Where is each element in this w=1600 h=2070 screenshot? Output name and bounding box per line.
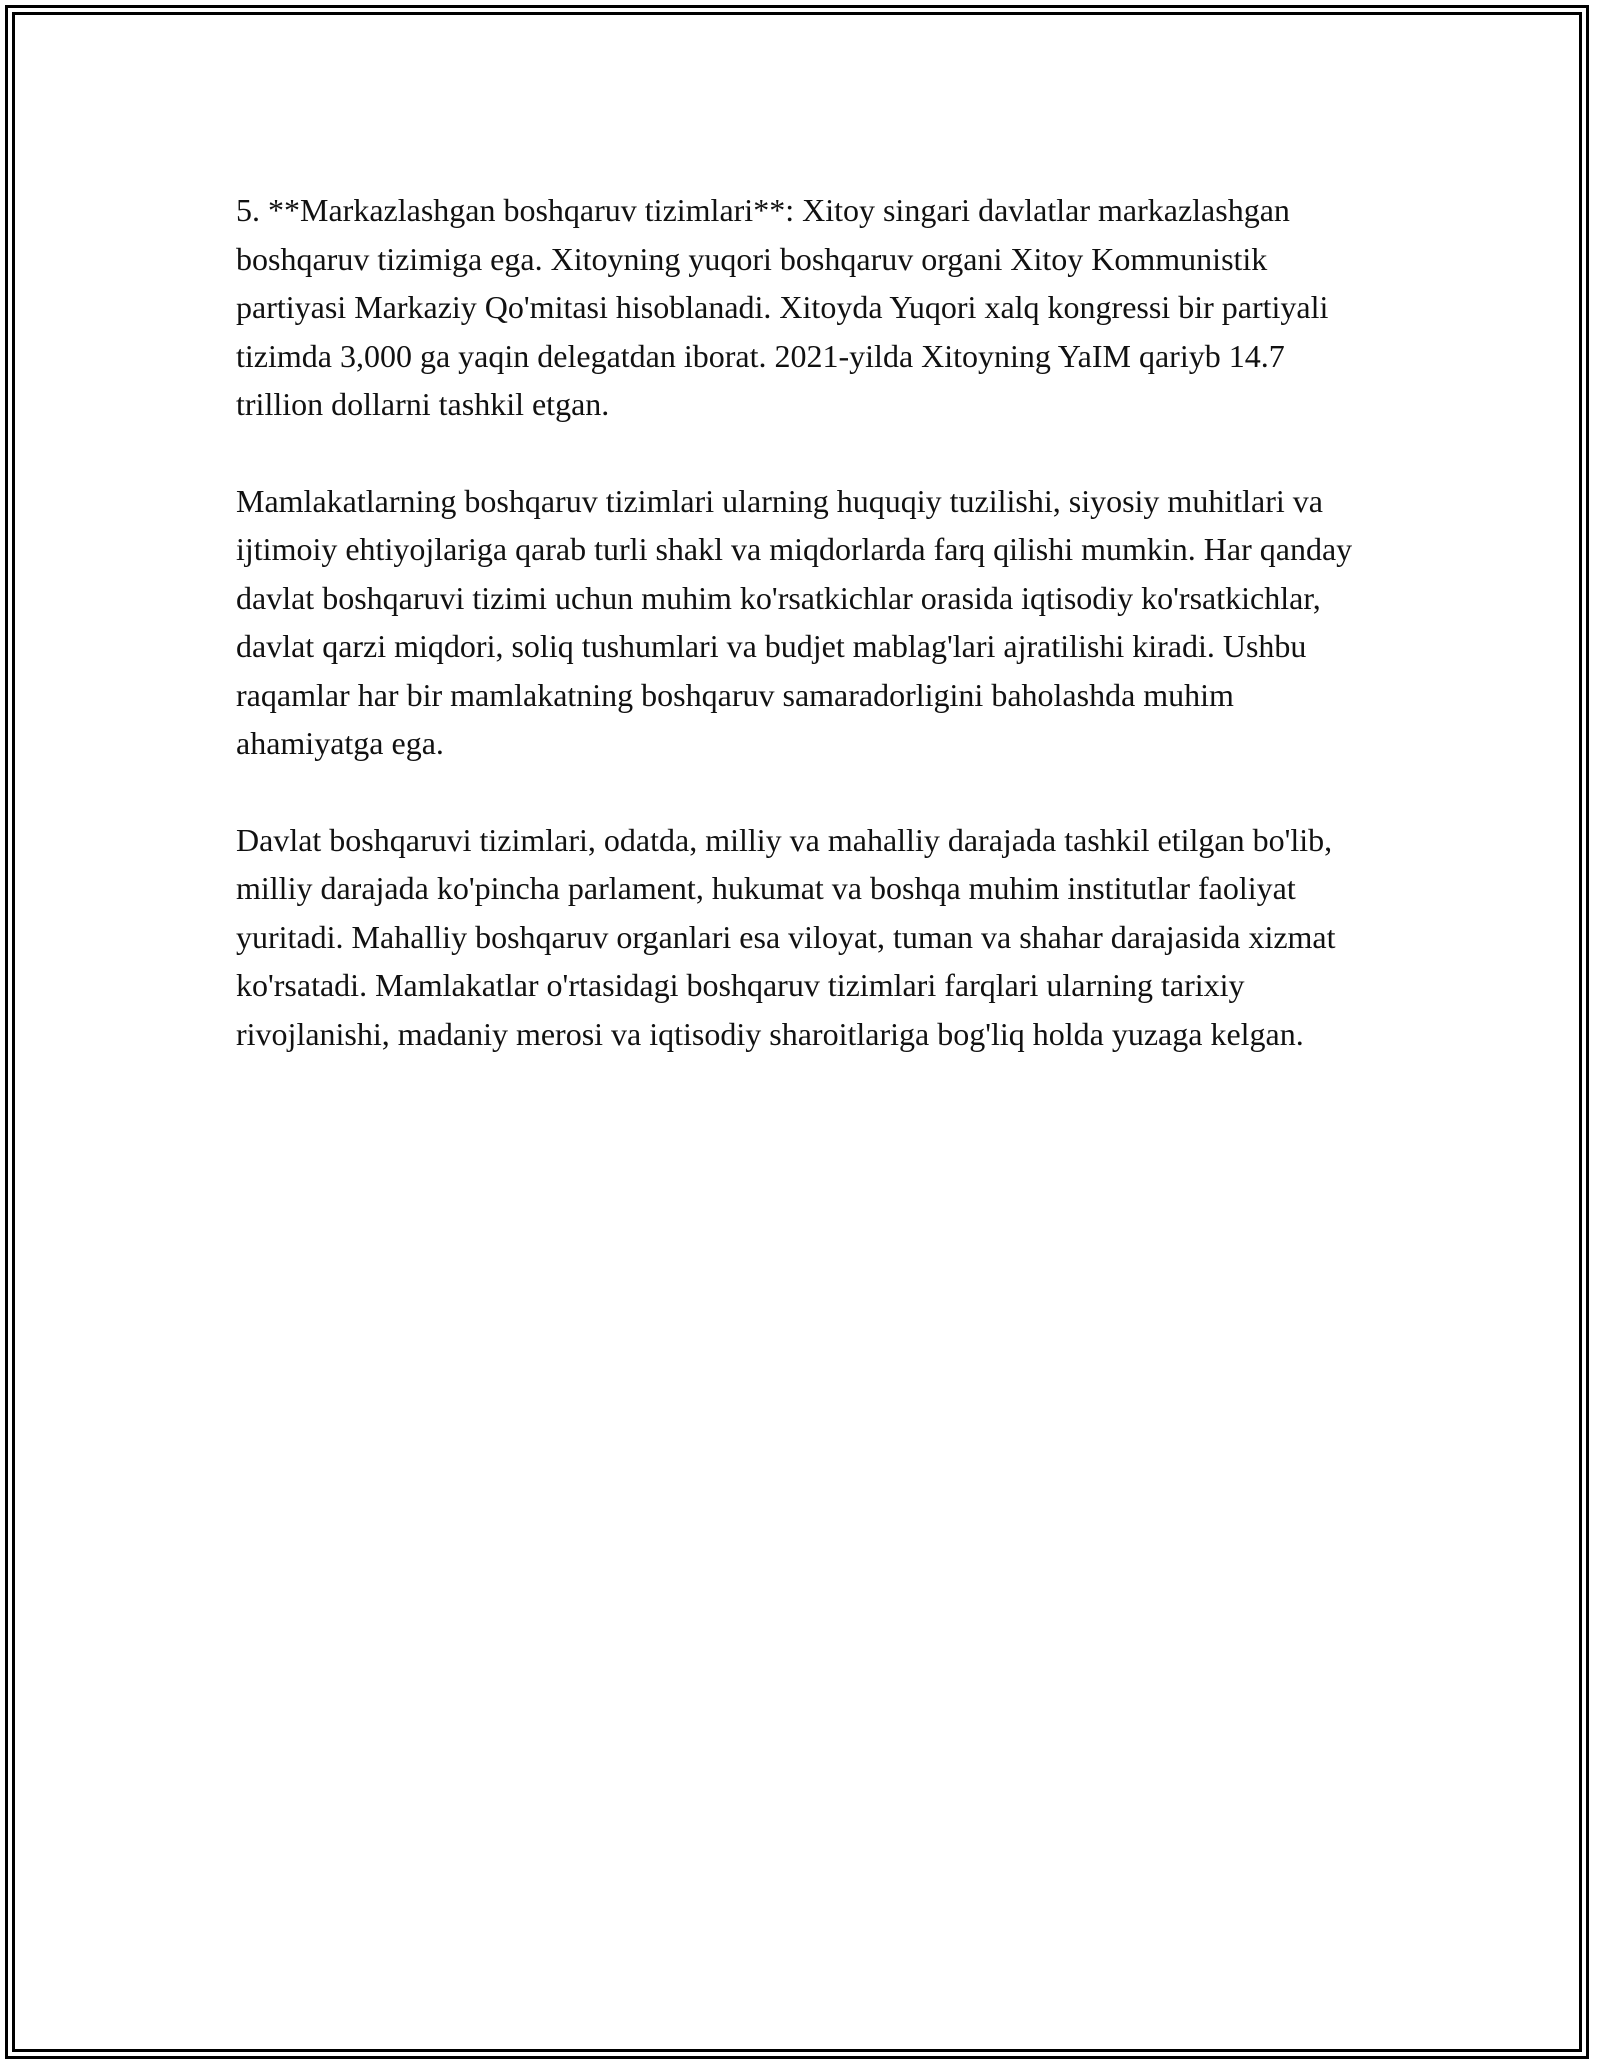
paragraph-national-local-levels: Davlat boshqaruvi tizimlari, odatda, milliy va mahalliy darajada tashkil etilgan bo'lib, milliy darajada ko'pincha parlament, hukumat va boshqa muhim institutlar faoliyat yuritadi. Mahalliy boshqaruv organlari esa viloyat, tuman va shahar darajasida xizmat ko'rsatadi. Mamlakatlar o'rtasidagi boshqaruv tizimlari farqlari ularning tarixiy rivojlanishi, madaniy merosi va iqtisodiy sharoitlariga bog'liq holda yuzaga kelgan. bbox=[236, 821, 1336, 1052]
document-body bbox=[236, 186, 1376, 1058]
paragraph-governance-indicators: Mamlakatlarning boshqaruv tizimlari ularning huquqiy tuzilishi, siyosiy muhitlari va ijtimoiy ehtiyojlariga qarab turli shakl va miqdorlarda farq qilishi mumkin. Har qanday davlat boshqaruvi tizimi uchun muhim ko'rsatkichlar orasida iqtisodiy ko'rsatkichlar, davlat qarzi miqdori, soliq tushumlari va budjet mablag'lari ajratilishi kiradi. Ushbu raqamlar har bir mamlakatning boshqaruv samaradorligini baholashda muhim ahamiyatga ega. bbox=[236, 482, 1353, 761]
paragraph-centralized-governance: 5. **Markazlashgan boshqaruv tizimlari**: Xitoy singari davlatlar markazlashgan boshqaruv tizimiga ega. Xitoyning yuqori boshqaruv organi Xitoy Kommunistik partiyasi Markaziy Qo'mitasi hisoblanadi. Xitoyda Yuqori xalq kongressi bir partiyali tizimda 3,000 ga yaqin delegatdan iborat. 2021-yilda Xitoyning YaIM qariyb 14.7 trillion dollarni tashkil etgan. bbox=[236, 192, 1329, 422]
